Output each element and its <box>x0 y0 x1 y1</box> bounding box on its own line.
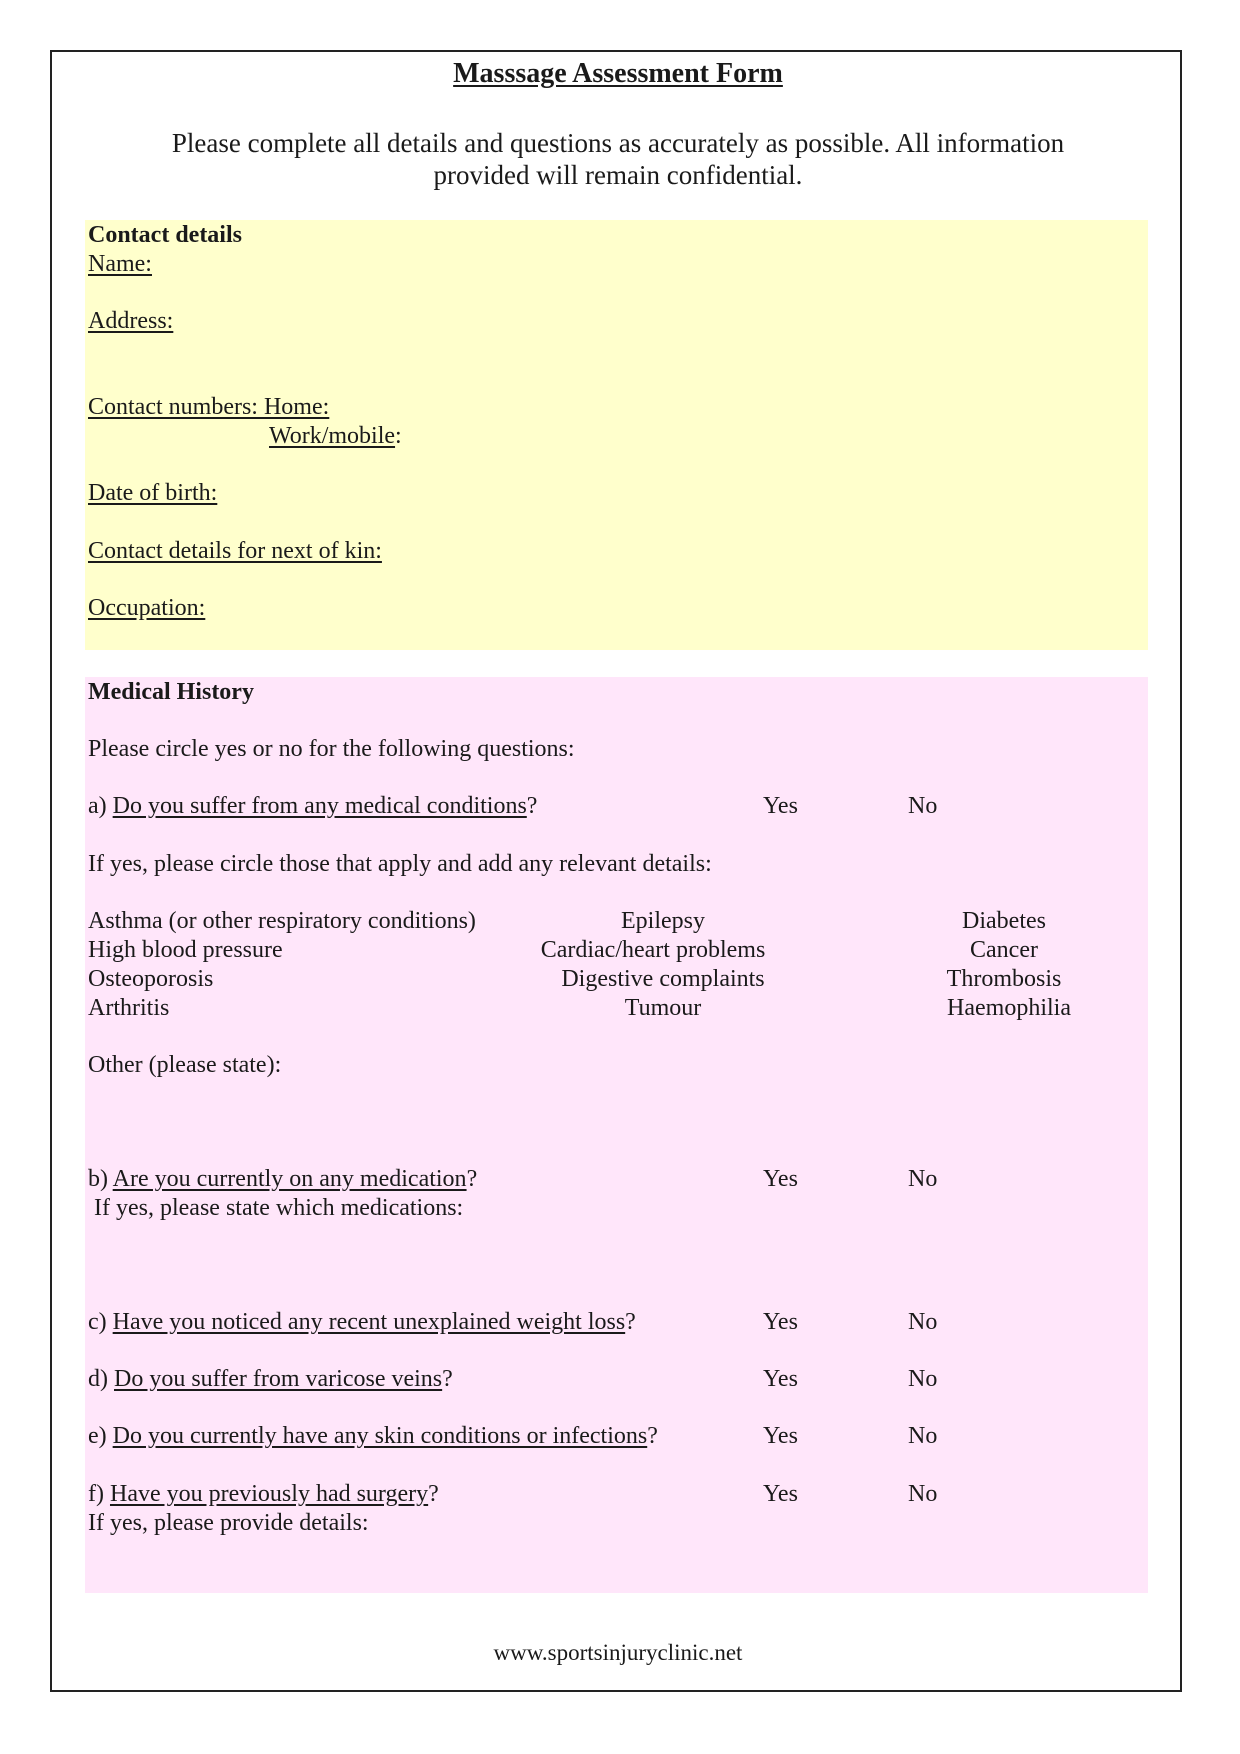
question-d <box>88 1365 453 1393</box>
question-c-text: Have you noticed any recent unexplained weight loss <box>112 1309 626 1335</box>
next-of-kin-label[interactable]: Contact details for next of kin: <box>88 538 382 564</box>
intro-line-2: provided will remain confidential. <box>433 160 803 190</box>
condition-cancer[interactable]: Cancer <box>970 937 1038 963</box>
question-b-suffix: ? <box>466 1166 478 1192</box>
question-a-suffix: ? <box>526 793 538 819</box>
question-c-yes[interactable]: Yes <box>763 1309 798 1335</box>
if-yes-details-text[interactable]: If yes, please provide details: <box>88 1510 369 1536</box>
work-mobile-text: Work/mobile <box>269 423 396 449</box>
question-f <box>88 1480 439 1508</box>
condition-osteoporosis[interactable]: Osteoporosis <box>88 966 214 992</box>
question-c-prefix: c) <box>88 1309 113 1335</box>
contact-numbers-home-label[interactable]: Contact numbers: Home: <box>88 394 330 420</box>
question-c-suffix: ? <box>625 1309 636 1335</box>
question-d-yes[interactable]: Yes <box>763 1366 798 1392</box>
question-d-suffix: ? <box>442 1366 453 1392</box>
if-yes-medications-text[interactable]: If yes, please state which medications: <box>88 1195 464 1221</box>
form-title: Masssage Assessment Form <box>453 58 783 89</box>
question-d-prefix: d) <box>88 1366 114 1392</box>
question-b-yes[interactable]: Yes <box>763 1166 798 1192</box>
question-a-no[interactable]: No <box>908 793 938 819</box>
question-e-no[interactable]: No <box>908 1423 938 1449</box>
question-e-yes[interactable]: Yes <box>763 1423 798 1449</box>
question-a-prefix: a) <box>88 793 113 819</box>
contact-heading: Contact details <box>88 222 242 248</box>
intro-line-1: Please complete all details and questions as accurately as possible. All information <box>171 128 1065 158</box>
condition-tumour[interactable]: Tumour <box>624 995 702 1021</box>
question-e-text: Do you currently have any skin conditions or infections <box>112 1423 648 1449</box>
question-d-text: Do you suffer from varicose veins <box>114 1366 443 1392</box>
question-b-no[interactable]: No <box>908 1166 938 1192</box>
other-please-state[interactable]: Other (please state): <box>88 1052 282 1078</box>
address-label[interactable]: Address: <box>88 308 174 334</box>
question-a <box>88 792 537 820</box>
medical-history-section <box>85 677 1148 1593</box>
question-b-prefix: b) <box>88 1166 113 1192</box>
condition-epilepsy[interactable]: Epilepsy <box>621 908 705 934</box>
footer-url[interactable]: www.sportsinjuryclinic.net <box>493 1640 743 1665</box>
question-f-text: Have you previously had surgery <box>109 1481 429 1507</box>
condition-digestive[interactable]: Digestive complaints <box>561 966 765 992</box>
condition-thrombosis[interactable]: Thrombosis <box>946 966 1062 992</box>
condition-haemophilia[interactable]: Haemophilia <box>947 995 1071 1021</box>
question-c-no[interactable]: No <box>908 1309 938 1335</box>
question-a-yes[interactable]: Yes <box>763 793 798 819</box>
work-mobile-colon: : <box>395 423 402 449</box>
instruction-text: Please circle yes or no for the following questions: <box>88 736 575 762</box>
condition-high-blood-pressure[interactable]: High blood pressure <box>88 937 283 963</box>
condition-asthma[interactable]: Asthma (or other respiratory conditions) <box>88 908 476 934</box>
question-f-suffix: ? <box>428 1481 439 1507</box>
question-f-no[interactable]: No <box>908 1481 938 1507</box>
question-e-prefix: e) <box>88 1423 113 1449</box>
question-b <box>88 1165 477 1193</box>
work-mobile-label[interactable] <box>269 422 402 450</box>
condition-cardiac[interactable]: Cardiac/heart problems <box>540 937 766 963</box>
medical-heading: Medical History <box>88 679 254 705</box>
question-c <box>88 1308 636 1336</box>
question-f-prefix: f) <box>88 1481 110 1507</box>
intro-text <box>0 127 1236 191</box>
condition-diabetes[interactable]: Diabetes <box>962 908 1046 934</box>
question-d-no[interactable]: No <box>908 1366 938 1392</box>
name-label[interactable]: Name: <box>88 251 152 277</box>
dob-label[interactable]: Date of birth: <box>88 480 218 506</box>
if-yes-apply-text: If yes, please circle those that apply and add any relevant details: <box>88 851 712 877</box>
condition-arthritis[interactable]: Arthritis <box>88 995 170 1021</box>
contact-details-section <box>85 220 1148 650</box>
question-f-yes[interactable]: Yes <box>763 1481 798 1507</box>
question-b-text: Are you currently on any medication <box>112 1166 467 1192</box>
question-a-text: Do you suffer from any medical conditions <box>112 793 527 819</box>
question-e-suffix: ? <box>647 1423 658 1449</box>
question-e <box>88 1422 658 1450</box>
occupation-label[interactable]: Occupation: <box>88 595 206 621</box>
